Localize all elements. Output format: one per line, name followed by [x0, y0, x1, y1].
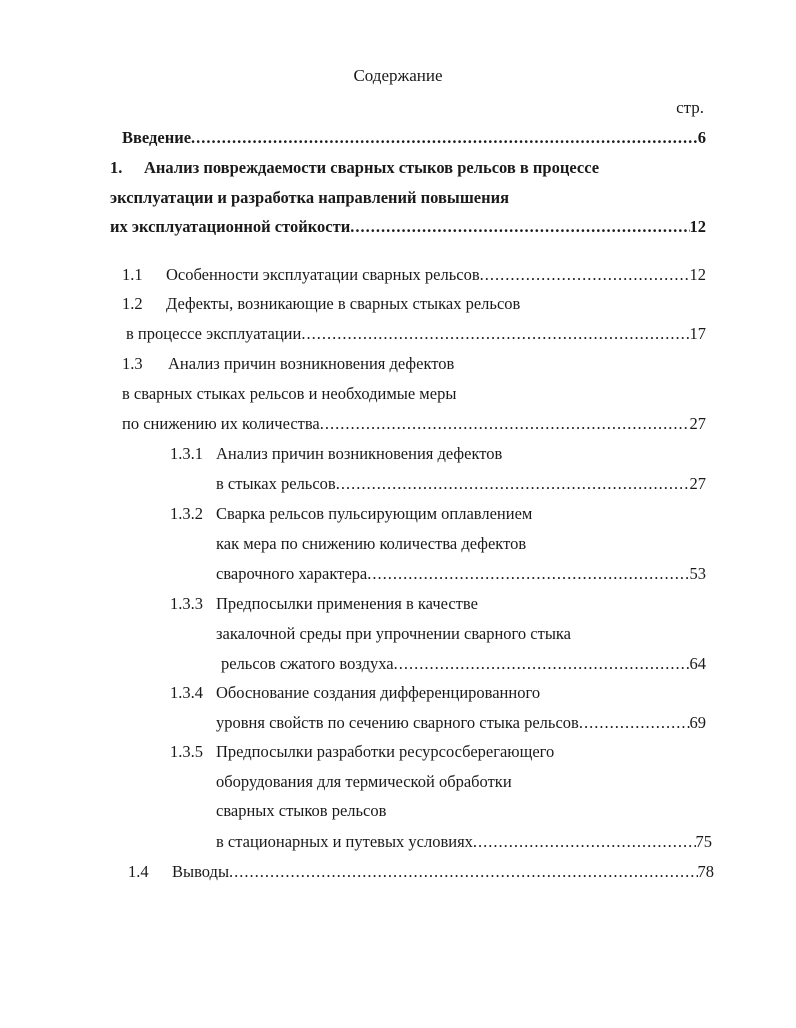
toc-entry-continuation[interactable]	[122, 414, 706, 434]
toc-entry-text: Обоснование создания дифференцированного	[216, 683, 541, 702]
toc-entry-continuation[interactable]	[110, 217, 706, 237]
toc-entry-continuation[interactable]	[216, 832, 712, 852]
toc-leader-dots	[191, 128, 698, 148]
toc-leader-dots	[473, 832, 696, 852]
toc-leader-dots	[394, 654, 690, 674]
toc-leader-dots	[579, 713, 690, 733]
toc-page-number: 75	[695, 832, 712, 851]
toc-entry-1-3-3[interactable]	[170, 594, 706, 614]
toc-entry-text: их эксплуатационной стойкости	[110, 217, 351, 236]
toc-page-number: 12	[689, 265, 706, 284]
toc-leader-dots	[320, 414, 690, 434]
toc-entry-text: в стыках рельсов	[216, 474, 336, 493]
toc-entry-text: как мера по снижению количества дефектов	[216, 534, 527, 553]
toc-entry-continuation	[216, 801, 706, 821]
toc-entry-1-3-1[interactable]	[170, 444, 706, 464]
toc-entry-introduction[interactable]	[122, 128, 706, 148]
toc-leader-dots	[336, 474, 690, 494]
toc-entry-text: Анализ причин возникновения дефектов	[216, 444, 503, 463]
toc-entry-continuation	[216, 624, 706, 644]
toc-entry-text: Анализ повреждаемости сварных стыков рельсов в процессе	[144, 158, 600, 177]
toc-page-number: 12	[689, 217, 706, 236]
toc-entry-number: 1.3	[122, 354, 143, 373]
toc-entry-text: сварных стыков рельсов	[216, 801, 387, 820]
toc-entry-text: в процессе эксплуатации	[126, 324, 302, 343]
toc-entry-number: 1.3.1	[170, 444, 203, 463]
toc-entry-text: Сварка рельсов пульсирующим оплавлением	[216, 504, 533, 523]
page-title: Содержание	[353, 66, 443, 85]
page-column-label: стр.	[676, 98, 704, 117]
toc-entry-text: сварочного характера	[216, 564, 368, 583]
toc-entry-text: Предпосылки применения в качестве	[216, 594, 478, 613]
toc-page-number: 27	[689, 414, 706, 433]
toc-entry-number: 1.3.5	[170, 742, 203, 761]
toc-entry-1-3-2[interactable]	[170, 504, 706, 524]
toc-entry-1-3[interactable]	[122, 354, 706, 374]
toc-entry-number: 1.3.2	[170, 504, 203, 523]
toc-entry-number: 1.1	[122, 265, 143, 284]
toc-entry-number: 1.3.4	[170, 683, 203, 702]
toc-entry-number: 1.4	[128, 862, 149, 881]
toc-entry-text: в стационарных и путевых условиях	[216, 832, 473, 851]
toc-page-number: 69	[689, 713, 706, 732]
toc-entry-continuation[interactable]	[216, 713, 706, 733]
toc-entry-number: 1.3.3	[170, 594, 203, 613]
toc-entry-text: по снижению их количества	[122, 414, 320, 433]
toc-leader-dots	[229, 862, 697, 882]
toc-entry-text: Предпосылки разработки ресурсосберегающего	[216, 742, 555, 761]
toc-entry-1-4[interactable]	[128, 862, 714, 882]
toc-leader-dots	[480, 265, 690, 285]
toc-entry-text: в сварных стыках рельсов и необходимые меры	[122, 384, 457, 403]
toc-entry-continuation	[216, 772, 706, 792]
toc-entry-chapter-1[interactable]	[110, 158, 706, 178]
toc-page-number: 17	[689, 324, 706, 343]
toc-entry-number: 1.2	[122, 294, 143, 313]
toc-entry-text: Дефекты, возникающие в сварных стыках рельсов	[166, 294, 521, 313]
toc-leader-dots	[350, 217, 689, 237]
toc-entry-number: 1.	[110, 158, 123, 177]
toc-leader-dots	[367, 564, 689, 584]
toc-entry-text: рельсов сжатого воздуха	[221, 654, 394, 673]
toc-entry-text: Особенности эксплуатации сварных рельсов	[166, 265, 480, 284]
toc-leader-dots	[301, 324, 689, 344]
toc-entry-1-3-4[interactable]	[170, 683, 706, 703]
toc-entry-continuation	[110, 188, 706, 208]
toc-entry-text: закалочной среды при упрочнении сварного стыка	[216, 624, 571, 643]
toc-entry-text: уровня свойств по сечению сварного стыка рельсов	[216, 713, 579, 732]
toc-page-number: 6	[697, 128, 706, 147]
toc-entry-1-2[interactable]	[122, 294, 706, 314]
toc-entry-1-3-5[interactable]	[170, 742, 706, 762]
toc-entry-continuation[interactable]	[221, 654, 706, 674]
toc-entry-text: эксплуатации и разработка направлений повышения	[110, 188, 510, 207]
toc-page-number: 78	[697, 862, 714, 881]
toc-entry-text: Введение	[122, 128, 192, 147]
toc-entry-continuation	[122, 384, 706, 404]
toc-entry-text: Анализ причин возникновения дефектов	[168, 354, 455, 373]
toc-entry-continuation[interactable]	[216, 474, 706, 494]
toc-entry-1-1[interactable]	[122, 265, 706, 285]
toc-page-number: 53	[689, 564, 706, 583]
toc-entry-continuation[interactable]	[216, 564, 706, 584]
toc-entry-text: оборудования для термической обработки	[216, 772, 512, 791]
toc-page-number: 64	[689, 654, 706, 673]
toc-entry-continuation[interactable]	[126, 324, 706, 344]
toc-page-number: 27	[689, 474, 706, 493]
toc-entry-continuation	[216, 534, 706, 554]
toc-entry-text: Выводы	[172, 862, 230, 881]
